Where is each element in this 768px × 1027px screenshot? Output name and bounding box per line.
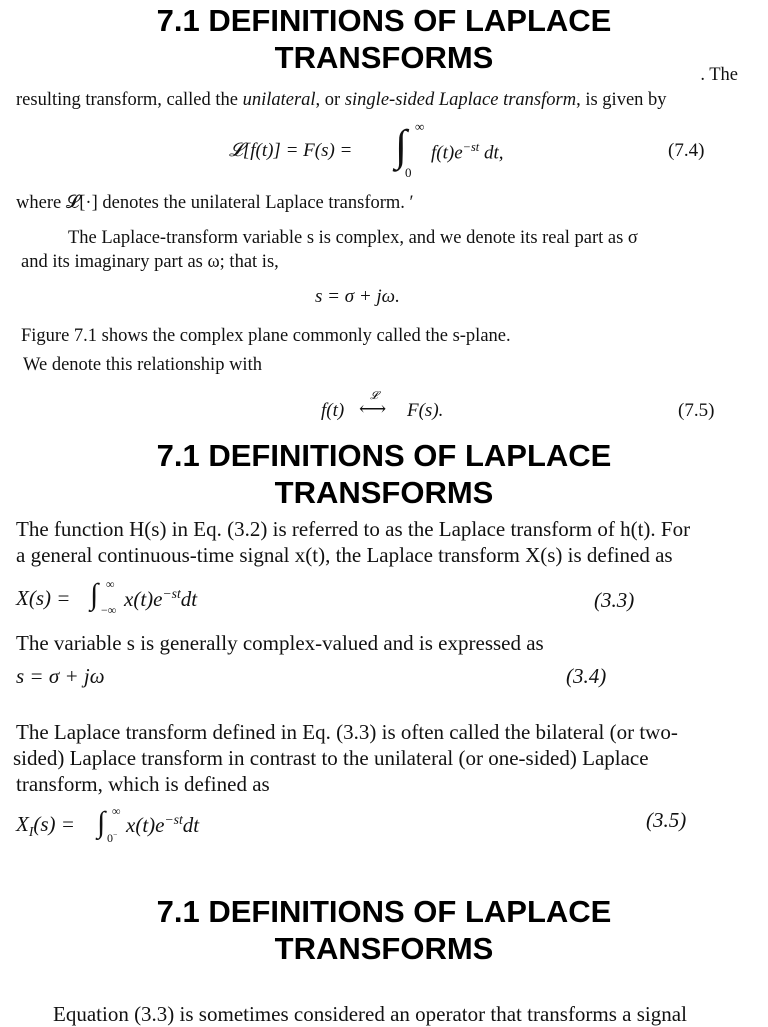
section1-relation-line: We denote this relationship with — [23, 355, 262, 375]
section3-heading-line2: TRANSFORMS — [274, 931, 494, 966]
integral-sign-3-5: ∫ — [97, 806, 106, 839]
section3-heading-line1: 7.1 DEFINITIONS OF LAPLACE — [156, 894, 612, 929]
integrand-3-5: $x(t)e^{-st}dt$ — [126, 812, 200, 837]
section2-p3-line2: sided) Laplace transform in contrast to the unilateral (or one-sided) Laplace — [13, 746, 649, 770]
integral-lower-7-4: 0 — [405, 165, 412, 180]
section3-p1-line1: Equation (3.3) is sometimes considered an operator that transforms a signal — [53, 1002, 687, 1026]
section2-heading — [0, 437, 768, 511]
section2-p3-line1: The Laplace transform defined in Eq. (3.3) is often called the bilateral (or two- — [16, 720, 678, 744]
integral-sign-3-3: ∫ — [90, 578, 99, 611]
integral-upper-3-5: ∞ — [112, 804, 121, 818]
equation-number-3-4: (3.4) — [566, 664, 607, 688]
section2-p1-line2: a general continuous-time signal x(t), the Laplace transform X(s) is defined as — [16, 543, 673, 567]
integral-lower-3-5: 0− — [107, 830, 118, 845]
equation-3-5-lhs: $X_I(s)$ = — [16, 812, 75, 840]
equation-7-5-arrow: ⟷ — [359, 399, 387, 420]
section2-p2: The variable s is generally complex-valued and is expressed as — [16, 631, 544, 655]
section1-figure-line: Figure 7.1 shows the complex plane commonly called the s-plane. — [21, 326, 511, 346]
integral-lower-3-3: −∞ — [101, 603, 117, 617]
section2-p3-line3: transform, which is defined as — [16, 772, 270, 796]
section2-heading-line2: TRANSFORMS — [274, 475, 494, 510]
equation-number-3-3: (3.3) — [594, 588, 635, 612]
section1-p1-line2: resulting transform, called the unilateral, or single-sided Laplace transform, is given by — [16, 90, 667, 110]
equation-3-3-lhs: X(s) = — [16, 586, 71, 610]
section1-heading-line2: TRANSFORMS — [274, 40, 494, 75]
section1-heading-line1: 7.1 DEFINITIONS OF LAPLACE — [156, 3, 612, 38]
integrand-7-4: $f(t)e^{-st}$ dt, — [431, 140, 504, 164]
section1-p2-line1: The Laplace-transform variable s is complex, and we denote its real part as σ — [68, 228, 638, 248]
section1-where-line: where 𝓛[·] denotes the unilateral Laplace transform. ′ — [16, 193, 414, 213]
equation-s-complex: s = σ + jω. — [315, 286, 400, 307]
equation-3-4: s = σ + jω — [16, 664, 105, 688]
equation-7-5-right: F(s). — [407, 400, 444, 421]
equation-7-5-arrow-label: 𝓛 — [370, 390, 378, 402]
section1-p2-line2: and its imaginary part as ω; that is, — [21, 252, 279, 272]
section3-heading — [0, 893, 768, 967]
equation-7-5-left: f(t) — [321, 400, 345, 421]
section1-p1-end: . The — [700, 65, 738, 85]
integrand-3-3: $x(t)e^{-st}dt$ — [124, 586, 198, 611]
integral-upper-7-4: ∞ — [415, 119, 425, 134]
integral-upper-3-3: ∞ — [106, 577, 115, 591]
section2-heading-line1: 7.1 DEFINITIONS OF LAPLACE — [156, 438, 612, 473]
integral-sign-7-4: ∫ — [395, 121, 408, 170]
equation-number-7-4: (7.4) — [668, 140, 705, 161]
equation-number-7-5: (7.5) — [678, 400, 715, 421]
section2-p1-line1: The function H(s) in Eq. (3.2) is referred to as the Laplace transform of h(t). For — [16, 517, 691, 541]
equation-7-4: 𝓛[f(t)] = F(s) = — [229, 140, 353, 161]
equation-number-3-5: (3.5) — [646, 808, 687, 832]
